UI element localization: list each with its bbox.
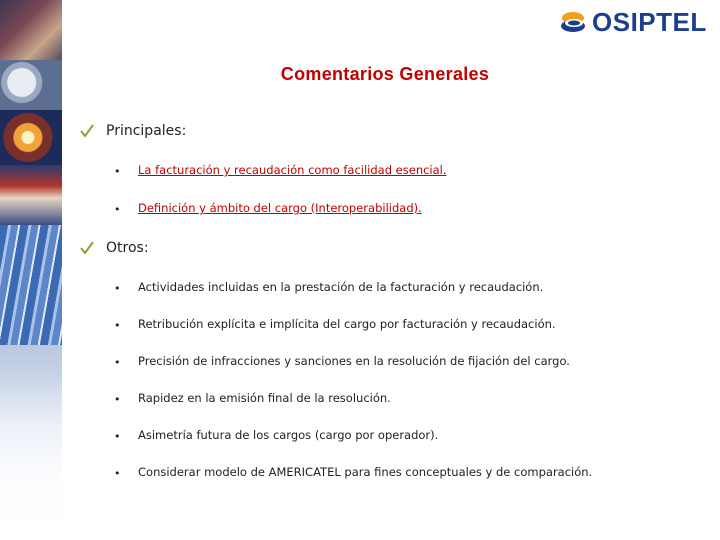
section-label-principales: Principales: xyxy=(106,123,187,139)
bullet-icon: • xyxy=(114,203,121,216)
list-item: Asimetría futura de los cargos (cargo por operador). xyxy=(138,428,439,442)
check-icon xyxy=(80,124,94,138)
page-title: Comentarios Generales xyxy=(280,64,490,84)
bullet-icon: • xyxy=(114,165,121,178)
list-item: Actividades incluidas en la prestación de la facturación y recaudación. xyxy=(138,280,544,294)
period: . xyxy=(442,163,447,177)
list-item: Rapidez en la emisión final de la resolución. xyxy=(138,391,391,405)
list-item: Precisión de infracciones y sanciones en la resolución de fijación del cargo. xyxy=(138,354,570,368)
bullet-icon: • xyxy=(114,467,121,480)
osiptel-logo-icon xyxy=(560,8,590,36)
list-item: Considerar modelo de AMERICATEL para fines conceptuales y de comparación. xyxy=(138,465,593,479)
osiptel-logo xyxy=(560,8,712,36)
list-item[interactable]: Definición y ámbito del cargo (Interoperabilidad). xyxy=(138,201,422,215)
bullet-icon: • xyxy=(114,393,121,406)
bullet-icon: • xyxy=(114,430,121,443)
section-label-otros: Otros: xyxy=(106,240,149,256)
bullet-icon: • xyxy=(114,282,121,295)
logo-text: OSIPTEL xyxy=(592,7,707,37)
check-icon xyxy=(80,241,94,255)
list-item: Retribución explícita e implícita del cargo por facturación y recaudación. xyxy=(138,317,556,331)
bullet-icon: • xyxy=(114,319,121,332)
bullet-icon: • xyxy=(114,356,121,369)
list-item[interactable]: La facturación y recaudación como facilidad esencial. xyxy=(138,163,447,177)
period: . xyxy=(418,201,422,215)
